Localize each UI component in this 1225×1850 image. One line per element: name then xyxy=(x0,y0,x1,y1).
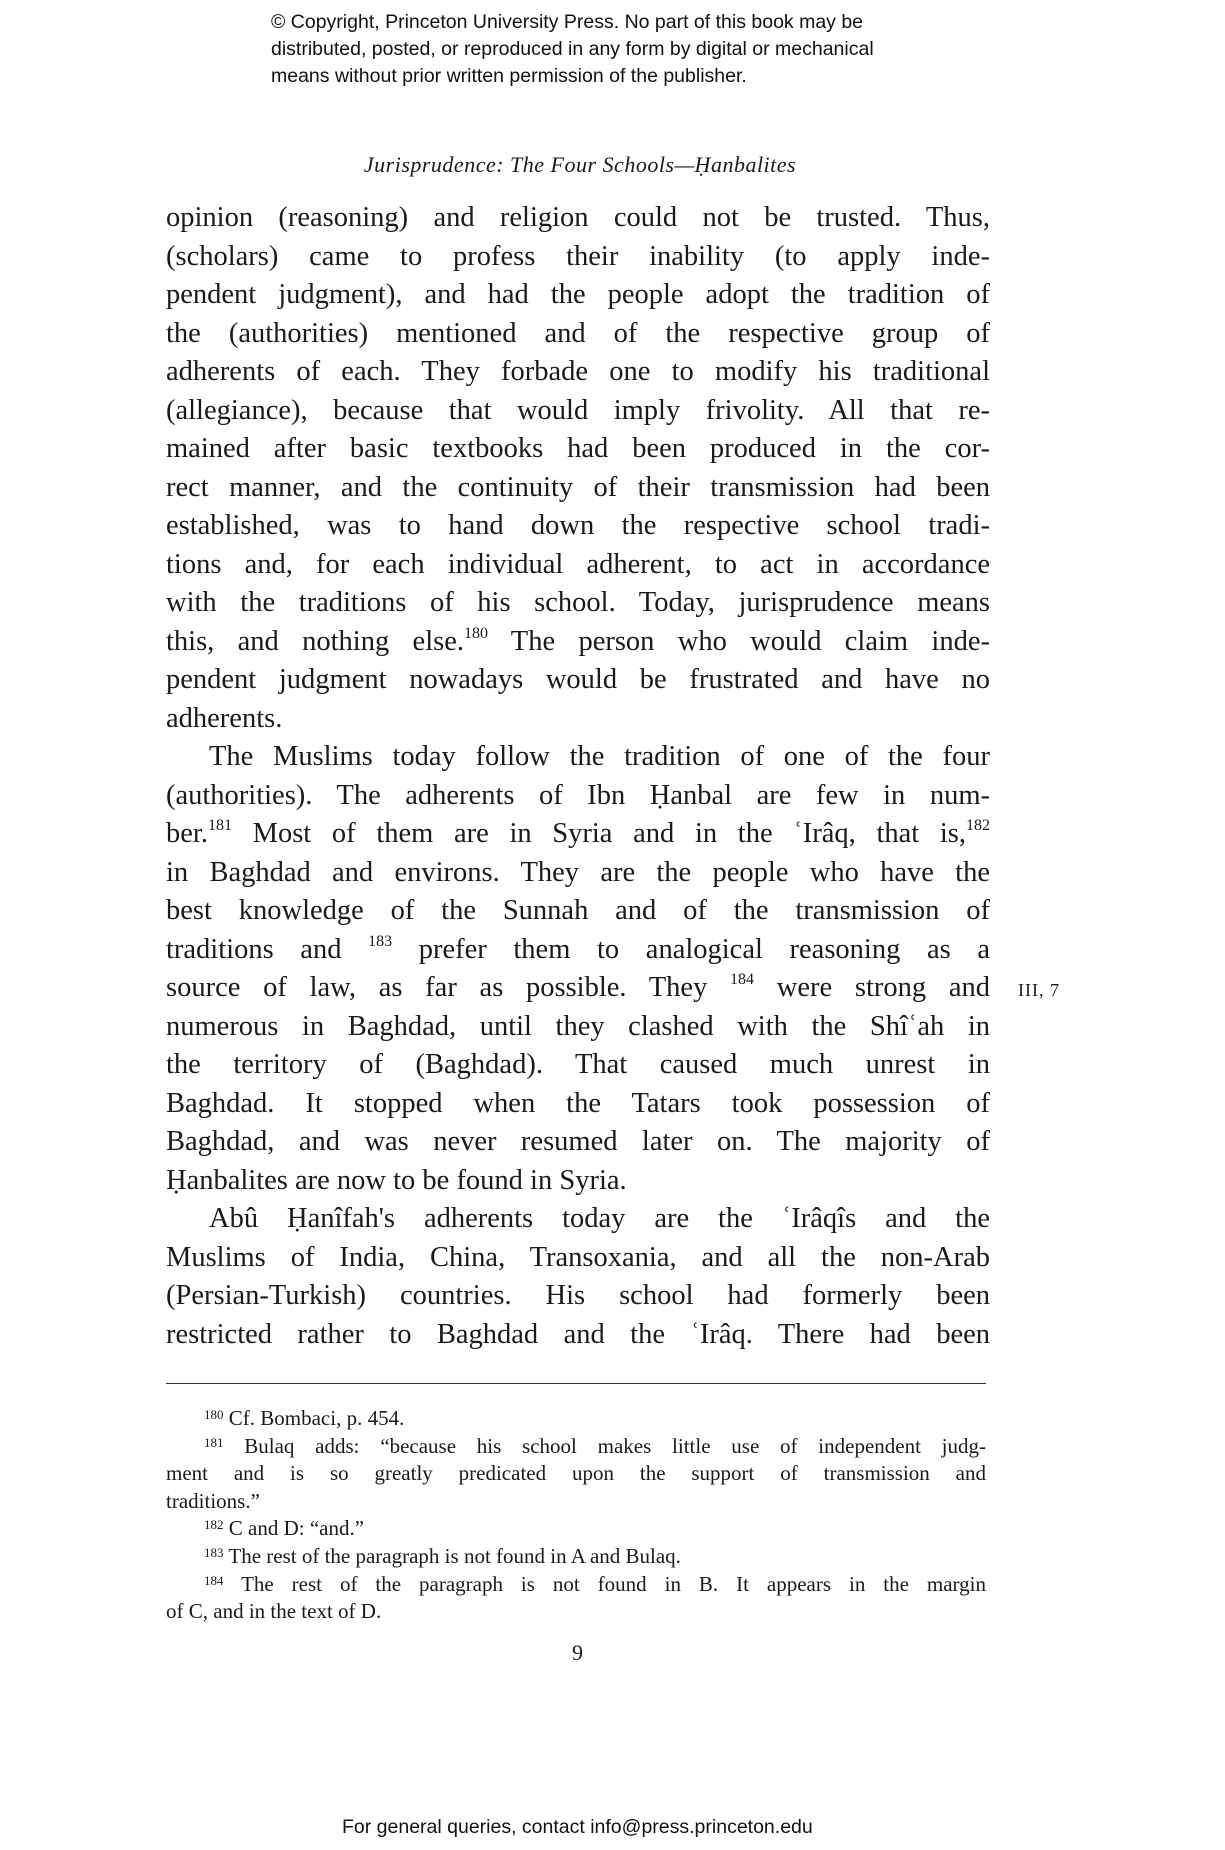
body-line xyxy=(166,281,990,310)
footnote-line xyxy=(166,1601,986,1622)
copyright-line-2: distributed, posted, or reproduced in any form by digital or mechanical xyxy=(271,38,874,60)
footnote-marker: 181 xyxy=(207,817,232,834)
text-run: (scholars) came to profess their inability (to apply inde- xyxy=(166,240,990,272)
footer-contact: For general queries, contact info@press.princeton.edu xyxy=(342,1816,813,1838)
body-line xyxy=(166,1051,990,1080)
text-run: established, was to hand down the respective school tradi- xyxy=(166,510,990,541)
text-run: rect manner, and the continuity of their transmission had been xyxy=(166,471,990,503)
body-line xyxy=(166,1128,990,1157)
page-number: 9 xyxy=(572,1640,583,1665)
body-line xyxy=(166,971,990,1003)
text-run: were strong and xyxy=(754,972,990,1003)
footnote-line xyxy=(166,1571,986,1596)
text-run: with the traditions of his school. Today, jurisprudence means xyxy=(166,587,990,618)
text-run: The rest of the paragraph is not found in A and Bulaq. xyxy=(223,1544,681,1568)
margin-reference: III, 7 xyxy=(1018,980,1060,1000)
text-run: C and D: “and.” xyxy=(223,1516,365,1541)
footnote-rule xyxy=(166,1383,986,1384)
text-run: Baghdad. It stopped when the Tatars took possession of xyxy=(166,1087,990,1119)
body-line xyxy=(166,666,990,695)
footnote-marker: 184 xyxy=(730,971,755,988)
text-run: the (authorities) mentioned and of the respective group of xyxy=(166,317,990,349)
text-run: traditions and xyxy=(166,933,369,965)
text-run: (Persian-Turkish) countries. His school had formerly been xyxy=(166,1280,990,1311)
text-run: restricted rather to Baghdad and the ʿIrâq. There had been xyxy=(166,1318,990,1350)
text-run: tions and, for each individual adherent, to act in accordance xyxy=(166,548,990,580)
body-line xyxy=(166,204,990,233)
footnote-line xyxy=(166,1546,986,1567)
body-line xyxy=(166,817,990,849)
text-run: (authorities). The adherents of Ibn Ḥanbal are few in num- xyxy=(166,779,990,811)
body-line xyxy=(166,240,990,272)
body-line xyxy=(166,897,990,926)
body-line xyxy=(166,394,990,426)
body-line xyxy=(166,317,990,349)
body-line xyxy=(166,779,990,811)
body-line xyxy=(166,932,990,965)
body-line xyxy=(166,856,990,888)
text-run: source of law, as far as possible. They xyxy=(166,972,731,1003)
footnote-marker: 182 xyxy=(966,817,990,834)
text-run: The person who would claim inde- xyxy=(487,625,990,657)
body-line xyxy=(166,1164,990,1196)
body-line xyxy=(166,1318,990,1350)
body-line xyxy=(166,624,990,657)
footnote-marker: 181 xyxy=(204,1434,224,1450)
text-run: this, and nothing else. xyxy=(166,625,464,657)
text-run: Most of them are in Syria and in the ʿIrâq, that is, xyxy=(231,818,966,849)
body-line xyxy=(166,589,990,618)
text-run: pendent judgment nowadays would be frustrated and have no xyxy=(166,664,990,695)
text-run: (allegiance), because that would imply frivolity. All that re- xyxy=(166,394,990,426)
body-line xyxy=(166,702,990,734)
footnote-marker: 180 xyxy=(463,624,488,642)
body-line xyxy=(166,1282,990,1311)
body-line xyxy=(166,1241,990,1273)
text-run: prefer them to analogical reasoning as a xyxy=(392,933,990,965)
footnote-marker: 183 xyxy=(368,932,393,950)
body-line xyxy=(166,1087,990,1119)
body-line xyxy=(166,1010,990,1042)
body-line xyxy=(166,743,990,772)
text-run: the territory of (Baghdad). That caused much unrest in xyxy=(166,1049,990,1080)
body-line xyxy=(166,471,990,503)
footnote-marker: 183 xyxy=(204,1545,224,1560)
text-run: The Muslims today follow the tradition of one of the four xyxy=(209,741,990,772)
copyright-line-1: © Copyright, Princeton University Press. No part of this book may be xyxy=(271,11,864,33)
footnote-marker: 180 xyxy=(204,1407,224,1422)
body-line xyxy=(166,512,990,541)
copyright-line-3: means without prior written permission of the publisher. xyxy=(271,65,747,87)
text-run: best knowledge of the Sunnah and of the transmission of xyxy=(166,895,990,926)
body-line xyxy=(166,435,990,464)
footnote-marker: 184 xyxy=(204,1572,224,1588)
text-run: Abû Ḥanîfah's adherents today are the ʿIrâqîs and the xyxy=(209,1203,990,1234)
text-run: Ḥanbalites are now to be found in Syria. xyxy=(166,1164,627,1196)
text-run: Cf. Bombaci, p. 454. xyxy=(223,1406,405,1430)
text-run: ment and is so greatly predicated upon the support of transmission and xyxy=(166,1461,986,1486)
text-run: Baghdad, and was never resumed later on. The majority of xyxy=(166,1126,990,1157)
footnote-marker: 182 xyxy=(204,1517,224,1533)
text-run: pendent judgment), and had the people adopt the tradition of xyxy=(166,279,990,310)
body-line xyxy=(166,1205,990,1234)
text-run: of C, and in the text of D. xyxy=(166,1599,382,1624)
text-run: in Baghdad and environs. They are the people who have the xyxy=(166,856,990,888)
text-run: adherents. xyxy=(166,702,283,734)
text-run: Muslims of India, China, Transoxania, and all the non-Arab xyxy=(166,1241,990,1273)
text-run: mained after basic textbooks had been produced in the cor- xyxy=(166,433,990,464)
text-run: adherents of each. They forbade one to modify his traditional xyxy=(166,356,990,387)
text-run: The rest of the paragraph is not found in B. It appears in the margin xyxy=(223,1571,986,1596)
text-run: opinion (reasoning) and religion could not be trusted. Thus, xyxy=(166,202,990,233)
footnote-line xyxy=(166,1408,986,1429)
text-run: ber. xyxy=(166,818,208,849)
body-line xyxy=(166,358,990,387)
footnote-line xyxy=(166,1463,986,1484)
text-run: traditions.” xyxy=(166,1488,260,1513)
footnote-line xyxy=(166,1433,986,1458)
footnote-line xyxy=(166,1518,986,1539)
text-run: Bulaq adds: “because his school makes little use of independent judg- xyxy=(223,1433,986,1458)
footnote-line xyxy=(166,1488,986,1513)
text-run: numerous in Baghdad, until they clashed with the Shîʿah in xyxy=(166,1010,990,1042)
body-line xyxy=(166,548,990,580)
running-head: Jurisprudence: The Four Schools—Ḥanbalites xyxy=(363,152,797,177)
